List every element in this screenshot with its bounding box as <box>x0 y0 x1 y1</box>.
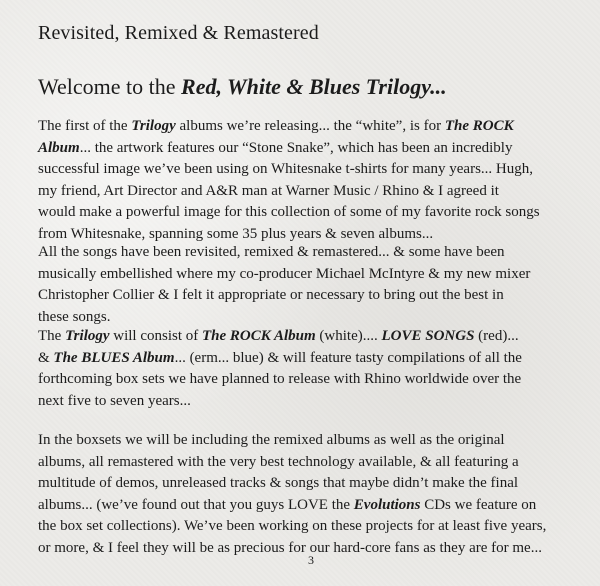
text-run: albums we’re releasing... the “white”, is for <box>175 118 445 134</box>
paragraph-line: Christopher Collier & I felt it appropriate or necessary to bring out the best in <box>38 287 504 303</box>
paragraph-line: from Whitesnake, spanning some 35 plus years & seven albums... <box>38 225 434 242</box>
emphasis-run: Trilogy <box>131 118 176 134</box>
trilogy-title: Red, White & Blues Trilogy... <box>181 74 447 99</box>
paragraph-2 <box>38 242 584 328</box>
paragraph-line: forthcoming box sets we have planned to release with Rhino worldwide over the <box>38 371 522 387</box>
paragraph-line: or more, & I feel they will be as precious for our hard-core fans as they are for me... <box>38 539 542 556</box>
section-header: Revisited, Remixed & Remastered <box>38 22 319 44</box>
paragraph-line: musically embellished where my co-producer Michael McIntyre & my new mixer <box>38 265 531 282</box>
text-run: ... (erm... blue) & will feature tasty compilations of all the <box>174 349 522 366</box>
booklet-page <box>38 0 584 586</box>
emphasis-run: Album <box>38 139 80 156</box>
page-number: 3 <box>308 553 314 567</box>
paragraph-line: would make a powerful image for this collection of some of my favorite rock songs <box>38 204 540 220</box>
paragraph-line: next five to seven years... <box>38 392 191 409</box>
paragraph-1 <box>38 116 584 245</box>
emphasis-run: The ROCK Album <box>202 328 316 344</box>
paragraph-line <box>38 116 584 138</box>
emphasis-run: The BLUES Album <box>53 349 175 366</box>
emphasis-run: Trilogy <box>65 328 110 344</box>
text-run: CDs we feature on <box>420 496 537 513</box>
welcome-prefix: Welcome to the <box>38 74 182 99</box>
paragraph-line: successful image we’ve been using on Whitesnake t-shirts for many years... Hugh, <box>38 161 534 177</box>
text-run: & <box>38 349 54 366</box>
emphasis-run: LOVE SONGS <box>381 328 475 344</box>
paragraph-line: my friend, Art Director and A&R man at Warner Music / Rhino & I agreed it <box>38 182 499 199</box>
emphasis-run: The ROCK <box>444 118 514 134</box>
welcome-heading <box>38 74 447 100</box>
paragraph-line: multitude of demos, unreleased tracks & songs that maybe didn’t make the final <box>38 475 519 491</box>
paragraph-line: In the boxsets we will be including the remixed albums as well as the original <box>38 432 505 448</box>
paragraph-line <box>38 495 584 517</box>
paragraph-line <box>38 326 584 348</box>
text-run: (white).... <box>315 328 382 344</box>
paragraph-line <box>38 138 584 160</box>
paragraph-4 <box>38 430 584 559</box>
text-run: (red)... <box>474 328 519 344</box>
text-run: albums... (we’ve found out that you guys LOVE the <box>38 496 354 513</box>
text-run: ... the artwork features our “Stone Snake”, which has been an incredibly <box>79 139 513 156</box>
paragraph-line: All the songs have been revisited, remixed & remastered... & some have been <box>38 244 505 260</box>
emphasis-run: Evolutions <box>353 496 421 513</box>
paragraph-line: the box set collections). We’ve been working on these projects for at least five years, <box>38 518 547 534</box>
paragraph-line <box>38 348 584 370</box>
paragraph-line: these songs. <box>38 308 111 325</box>
paragraph-line: albums, all remastered with the very best technology available, & all featuring a <box>38 453 519 470</box>
text-run: The <box>38 328 66 344</box>
text-run: The first of the <box>38 118 132 134</box>
text-run: will consist of <box>109 328 203 344</box>
paragraph-3 <box>38 326 584 412</box>
